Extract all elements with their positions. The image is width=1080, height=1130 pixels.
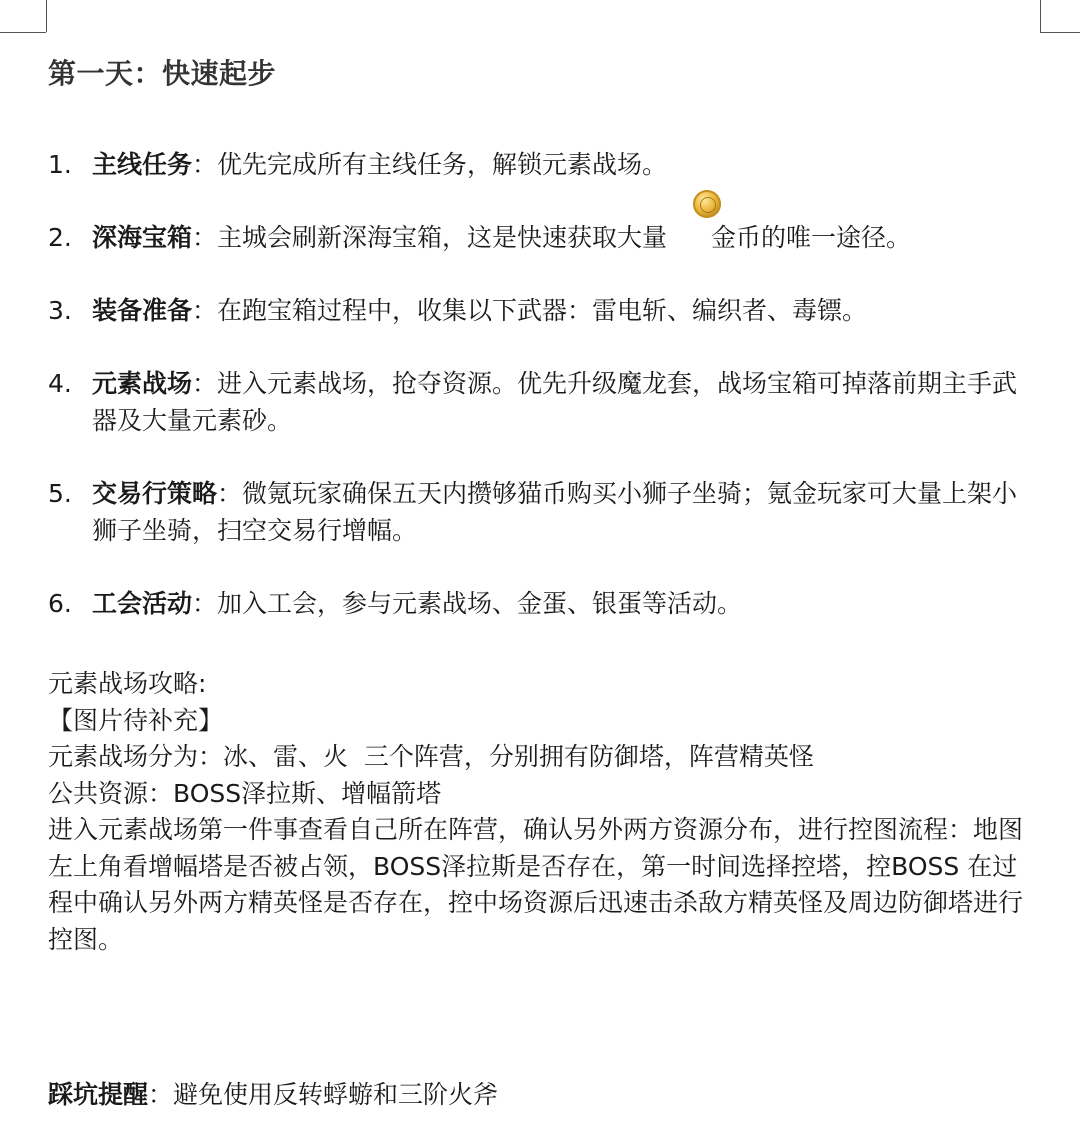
list-item-label: 装备准备	[92, 296, 193, 325]
list-item-separator: ：	[192, 369, 218, 398]
list-item-text: 进入元素战场，抢夺资源。优先升级魔龙套，战场宝箱可掉落前期主手武器及大量元素砂。	[92, 369, 1018, 435]
list-item-text: 加入工会，参与元素战场、金蛋、银蛋等活动。	[217, 589, 743, 618]
list-item-text: 金币的唯一途径。	[711, 223, 912, 252]
list-item-text: 优先完成所有主线任务，解锁元素战场。	[217, 150, 668, 179]
list-item	[48, 365, 1038, 439]
list-item-label: 工会活动	[92, 589, 193, 618]
crop-mark-top-right-vertical	[1040, 0, 1041, 32]
list-item-text: 微氪玩家确保五天内攒够猫币购买小狮子坐骑；氪金玩家可大量上架小狮子坐骑，扫空交易行增幅。	[92, 479, 1018, 545]
list-item-separator: ：	[217, 479, 243, 508]
list-item-separator: ：	[192, 296, 218, 325]
warning-label: 踩坑提醒	[48, 1080, 149, 1109]
page-title: 第一天：快速起步	[48, 57, 277, 90]
strategy-flow: 进入元素战场第一件事查看自己所在阵营，确认另外两方资源分布，进行控图流程：地图左上角看增幅塔是否被占领，BOSS泽拉斯是否存在，第一时间选择控塔，控BOSS 在过程中确认另外两方精英怪是否存在，控中场资源后迅速击杀敌方精英怪及周边防御塔进行控图。	[48, 815, 1024, 954]
list-item	[48, 475, 1038, 549]
list-item-number: 4.	[48, 369, 72, 398]
list-item-label: 交易行策略	[92, 479, 218, 508]
strategy-public-resources: 公共资源：BOSS泽拉斯、增幅箭塔	[48, 778, 442, 808]
crop-mark-top-left-vertical	[46, 0, 47, 32]
list-item-separator: ：	[192, 589, 218, 618]
list-item-number: 5.	[48, 479, 72, 508]
list-item	[48, 585, 1038, 622]
crop-mark-top-right-horizontal	[1040, 32, 1080, 33]
list-item-number: 1.	[48, 150, 72, 179]
list-item-text: 主城会刷新深海宝箱，这是快速获取大量	[217, 223, 668, 252]
strategy-heading: 元素战场攻略:	[48, 669, 207, 698]
list-item-separator: ：	[192, 150, 218, 179]
list-item-label: 元素战场	[92, 369, 193, 398]
list-item-label: 深海宝箱	[92, 223, 193, 252]
strategy-section	[48, 666, 1038, 958]
warning-note	[48, 1076, 498, 1113]
list-item	[48, 146, 1038, 183]
list-item-text: 在跑宝箱过程中，收集以下武器：雷电斩、编织者、毒镖。	[217, 296, 868, 325]
list-item-number: 3.	[48, 296, 72, 325]
list-item-number: 2.	[48, 223, 72, 252]
gold-coin-icon	[693, 190, 721, 218]
warning-text: 避免使用反转蜉蝣和三阶火斧	[173, 1080, 499, 1109]
list-item	[48, 292, 1038, 329]
list-item-separator: ：	[192, 223, 218, 252]
list-item-number: 6.	[48, 589, 72, 618]
tips-list	[48, 146, 1038, 622]
crop-mark-top-left-horizontal	[0, 32, 46, 33]
warning-separator: ：	[148, 1080, 174, 1109]
image-placeholder: 【图片待补充】	[48, 705, 224, 735]
list-item-label: 主线任务	[92, 150, 193, 179]
list-item	[48, 219, 1038, 256]
strategy-factions: 元素战场分为：冰、雷、火 三个阵营，分别拥有防御塔，阵营精英怪	[48, 742, 814, 771]
